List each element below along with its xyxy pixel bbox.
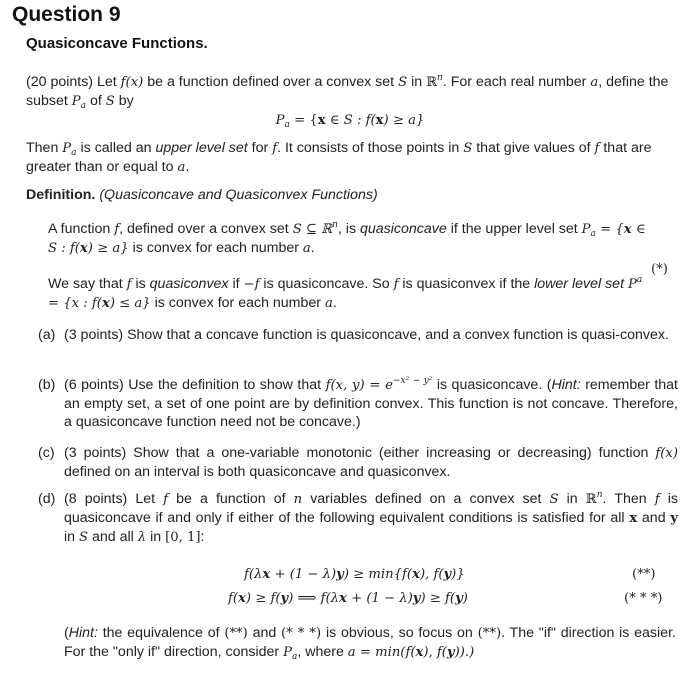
eq-part: ) ⟹ f(λ	[288, 591, 340, 606]
text: that give values of	[476, 140, 591, 156]
question-title: Question 9	[12, 3, 121, 26]
upper-level-set-equation	[0, 111, 700, 130]
math-f: f	[594, 141, 600, 156]
part-text	[64, 490, 678, 547]
math-fxy	[326, 378, 433, 393]
math-S: S	[549, 492, 559, 507]
text: is convex for each number	[132, 240, 299, 256]
vec-y: y	[443, 567, 452, 582]
vec-x: x	[623, 222, 632, 237]
text: , defined over a convex set	[119, 221, 289, 237]
P: P	[627, 277, 637, 292]
eq-part: ), f(	[419, 567, 444, 582]
text: , is	[337, 221, 357, 237]
vec-y: y	[280, 591, 289, 606]
text: in	[411, 74, 423, 90]
dim-n: n	[332, 220, 338, 230]
P: P	[71, 94, 81, 109]
vec-y: y	[412, 591, 421, 606]
P: P	[283, 645, 292, 660]
dim-n: n	[437, 73, 443, 83]
eq-part: f(	[228, 591, 239, 606]
math-f: f	[114, 222, 120, 237]
part-d	[38, 490, 678, 547]
math-f: f	[654, 492, 660, 507]
eq-part: ), f(	[423, 645, 447, 660]
text: , where	[297, 644, 344, 660]
text: the equivalence of	[102, 625, 220, 641]
vec-x: x	[79, 241, 88, 256]
vec-y: y	[455, 591, 463, 606]
P: P	[581, 222, 591, 237]
eq-part: ) ≥ f(	[420, 591, 456, 606]
text: (8 points) Let	[64, 491, 156, 507]
math-f: f	[163, 492, 169, 507]
sub-a: a	[71, 148, 77, 158]
vec-x: x	[339, 591, 347, 606]
sub-a: a	[80, 101, 87, 111]
equation-tag: (* * *)	[624, 591, 663, 606]
emphasis: upper level set	[155, 140, 248, 156]
text: of	[89, 93, 102, 109]
text: . The "if" direction is easier. For the "only if" direction, consider	[64, 625, 676, 660]
math-a: a	[302, 241, 311, 256]
then-paragraph	[26, 139, 676, 177]
vec-x: x	[101, 296, 110, 311]
vec-x: x	[375, 113, 384, 128]
reals-symbol: ℝ	[585, 492, 597, 507]
eq-part: ) ≥ min{f(	[343, 567, 413, 582]
definition-tag: (*)	[651, 262, 668, 277]
text: variables defined on a convex set	[310, 491, 542, 507]
vec-x: x	[317, 113, 326, 128]
text: and	[641, 510, 666, 526]
vec-y: y	[670, 511, 678, 526]
eq-part: )).)	[454, 645, 475, 660]
definition-label: Definition.	[26, 187, 96, 203]
text: is called an	[80, 140, 152, 156]
text: (	[64, 625, 69, 641]
math-fx: f(x)	[655, 446, 678, 461]
text: in	[566, 491, 578, 507]
text: and	[252, 625, 277, 641]
reals-symbol: ℝ	[426, 75, 438, 90]
math-S: S	[398, 75, 408, 90]
math-interval: [0, 1]	[165, 530, 201, 545]
tag-ref: (**)	[477, 626, 502, 641]
text: ,	[598, 74, 603, 90]
text: Let	[96, 74, 117, 90]
text: remember that an empty set, a set of one point are by definition convex. This function is not concave. Therefore, a quasiconcave function need not be concave.)	[64, 377, 679, 430]
question-subtitle: Quasiconcave Functions.	[26, 35, 208, 52]
math-subset	[293, 222, 338, 237]
eq-part: ) ≤ a}	[109, 296, 151, 311]
math-Rn	[586, 492, 603, 507]
emphasis: quasiconcave	[360, 221, 447, 237]
set-expr: S ⊆ ℝ	[292, 222, 333, 237]
text: .	[185, 159, 190, 175]
text: A function	[48, 221, 111, 237]
text: . Then	[602, 491, 647, 507]
math-n: n	[293, 492, 303, 507]
text: that are greater than or equal to	[26, 140, 652, 175]
part-text: (3 points) Show that a concave function is quasiconcave, and a convex function is quasi-convex.	[64, 327, 669, 343]
math-Pa	[72, 94, 86, 109]
math-S: S	[79, 530, 89, 545]
eq-part: f(λ	[244, 567, 263, 582]
eq-part: = {	[595, 222, 624, 237]
eq-part: a = min(f(	[347, 645, 416, 660]
math-lambda: λ	[137, 530, 147, 545]
part-label: (a)	[38, 327, 56, 343]
equation-tag: (**)	[632, 567, 656, 582]
part-label: (d)	[38, 491, 56, 507]
sub-a: a	[291, 652, 298, 662]
text: by	[118, 93, 134, 109]
text: . For each real number	[442, 74, 587, 90]
math-Rn	[426, 75, 443, 90]
definition-title: (Quasiconcave and Quasiconvex Functions)	[99, 187, 378, 203]
vec-x: x	[262, 567, 271, 582]
part-label: (b)	[38, 377, 56, 393]
exponent: −x² − y²	[392, 376, 433, 386]
text: be a function defined over a convex set	[147, 74, 395, 90]
text: is quasiconcave if and only if either of the following equivalent conditions is satisfied for all	[64, 491, 678, 526]
text: defined on an interval is both quasiconcave and quasiconvex.	[64, 464, 451, 480]
vec-y: y	[336, 567, 344, 582]
math-fx: f(x)	[120, 75, 144, 90]
part-b	[38, 376, 678, 431]
math-Pa	[283, 645, 297, 660]
tag-ref: (* * *)	[281, 626, 322, 641]
math-S: S	[463, 141, 473, 156]
P: P	[62, 141, 72, 156]
eq-part: ∈ S : f(	[48, 222, 646, 256]
definition-heading	[26, 186, 676, 204]
vec-x: x	[238, 591, 246, 606]
text: .	[310, 240, 315, 256]
sub-a: a	[284, 120, 290, 130]
equation-triple-star	[228, 590, 468, 608]
sup-a: a	[636, 275, 643, 285]
emphasis: lower level set	[534, 276, 625, 292]
part-a	[38, 326, 678, 344]
dim-n: n	[596, 490, 603, 500]
text: is quasiconcave. So	[263, 276, 390, 292]
text: is obvious, so focus on	[325, 625, 473, 641]
emphasis: quasiconvex	[149, 276, 229, 292]
text: Then	[26, 140, 59, 156]
math-f: f	[393, 277, 399, 292]
eq-part: ∈ S : f(	[325, 113, 376, 128]
vec-x: x	[415, 645, 424, 660]
text: if	[232, 276, 240, 292]
definition-quasiconvex	[48, 275, 648, 313]
text: is	[135, 276, 146, 292]
part-c	[38, 444, 678, 481]
eq-part: = {	[289, 113, 318, 128]
text: and all	[92, 529, 134, 545]
definition-quasiconcave	[48, 220, 648, 258]
text: be a function of	[176, 491, 286, 507]
text: We say that	[48, 276, 123, 292]
math-a: a	[177, 160, 186, 175]
part-text	[64, 444, 678, 481]
text: in	[64, 529, 76, 545]
eq-part: + (1 − λ)	[270, 567, 337, 582]
math-negf: −f	[243, 277, 260, 292]
text: is quasiconcave. (	[436, 377, 552, 393]
eq-part: )}	[451, 567, 465, 582]
intro-paragraph	[26, 73, 676, 111]
tag-ref: (**)	[224, 626, 248, 641]
math-a: a	[590, 75, 599, 90]
vec-x: x	[412, 567, 420, 582]
points-label: (20 points)	[26, 74, 94, 90]
sub-a: a	[590, 229, 596, 239]
text: is convex for each number	[154, 295, 322, 311]
math-Pa	[62, 141, 76, 156]
part-label: (c)	[38, 445, 55, 461]
text: (6 points) Use the definition to show that	[64, 377, 322, 393]
math-a: a	[324, 296, 333, 311]
hint-label: Hint:	[68, 625, 98, 641]
hint-label: Hint:	[551, 377, 581, 393]
math-a-def	[348, 645, 474, 660]
text: (3 points) Show that a one-variable monotonic (either increasing or decreasing) function	[64, 445, 649, 461]
vec-y: y	[446, 645, 455, 660]
equation-double-star	[244, 566, 465, 584]
math-f: f	[272, 141, 278, 156]
text: .	[332, 295, 337, 311]
text: . It consists of those points in	[277, 140, 460, 156]
vec-x: x	[629, 511, 638, 526]
eq-part: = {x : f(	[48, 296, 102, 311]
text: in	[150, 529, 162, 545]
P-letter: P	[275, 113, 285, 128]
eq-part: + (1 − λ)	[346, 591, 413, 606]
text: define the subset	[26, 74, 669, 109]
text: for	[251, 140, 269, 156]
fxy: f(x, y) = e	[325, 378, 393, 393]
math-S: S	[105, 94, 115, 109]
eq-part: ) ≥ a}	[87, 241, 129, 256]
part-text	[64, 376, 678, 431]
math-f: f	[126, 277, 132, 292]
eq-part: )	[462, 591, 468, 606]
eq-part: ) ≥ f(	[245, 591, 281, 606]
hint-part-d	[64, 624, 676, 662]
text: is quasiconvex if the	[402, 276, 531, 292]
text: if the upper level set	[450, 221, 578, 237]
text: :	[200, 529, 205, 545]
P	[276, 113, 290, 128]
eq-part: ) ≥ a}	[383, 113, 425, 128]
